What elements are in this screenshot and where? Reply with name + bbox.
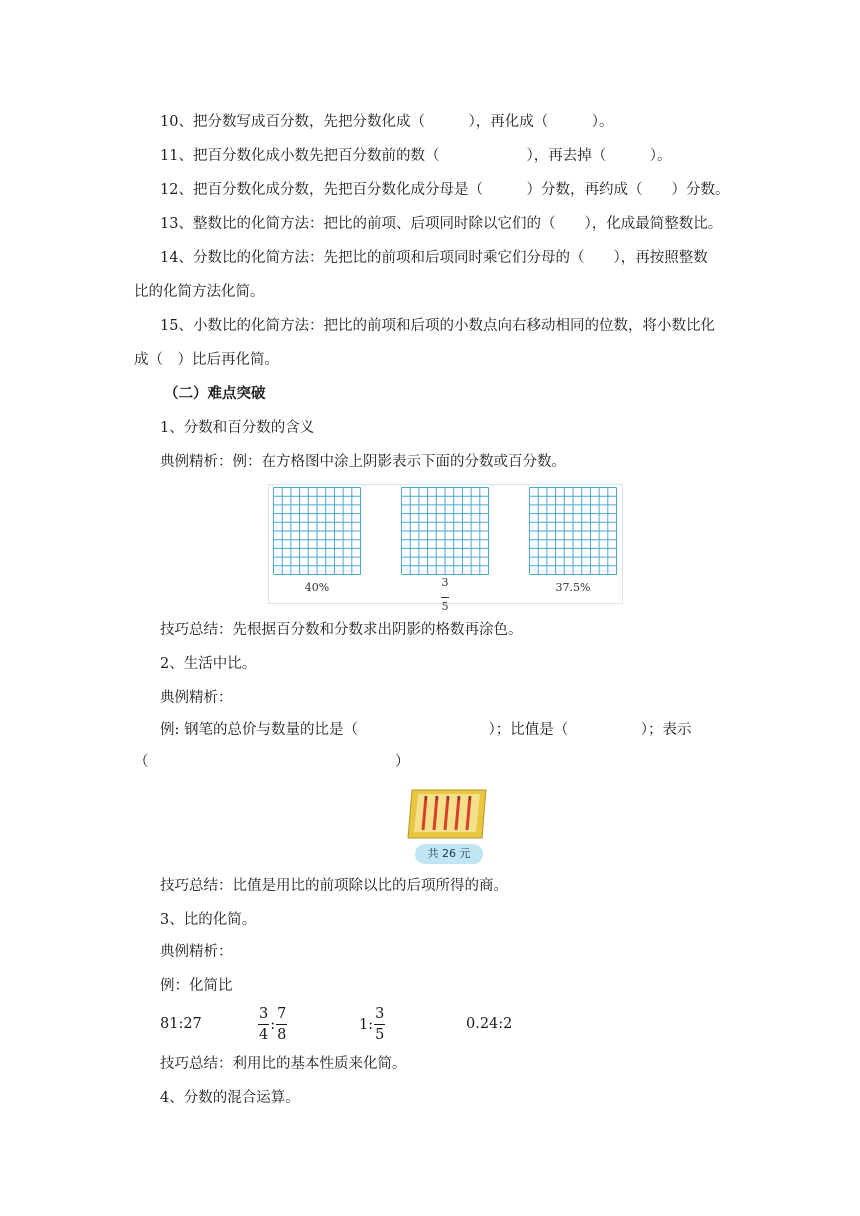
topic-4-title: 4、分数的混合运算。: [160, 1090, 300, 1106]
topic-3-title: 3、比的化简。: [160, 912, 257, 928]
fraction-numerator: 3: [441, 576, 449, 589]
grid-label-37-5: 37.5%: [555, 581, 591, 594]
topic-2-tip: 技巧总结：比值是用比的前项除以比的后项所得的商。: [160, 878, 508, 894]
grid-37-5-percent[interactable]: [529, 487, 617, 575]
item-14-line1: 14、分数比的化简方法：先把比的前项和后项同时乘它们分母的（ ），再按照整数: [160, 250, 708, 266]
section-heading: （二）难点突破: [164, 386, 266, 402]
fraction-denominator: 5: [441, 600, 449, 613]
item-14-line2: 比的化简方法化简。: [134, 284, 265, 300]
topic-2-title: 2、生活中比。: [160, 656, 257, 672]
fraction-three-fifths: $\frac{3}{5}$: [375, 1006, 385, 1043]
grid-label-40: 40%: [304, 581, 330, 594]
grid-label-three-fifths: [401, 577, 489, 613]
topic-1-example: 典例精析：例：在方格图中涂上阴影表示下面的分数或百分数。: [160, 454, 566, 470]
topic-2-question-line1: 例: 钢笔的总价与数量的比是（ ）；比值是（ ）；表示: [160, 722, 692, 738]
grid-figure: [268, 484, 623, 613]
topic-1-title: 1、分数和百分数的含义: [160, 420, 315, 436]
topic-3-tip: 技巧总结：利用比的基本性质来化简。: [160, 1056, 407, 1072]
topic-3-example: 典例精析：: [160, 944, 233, 960]
fraction-three-quarters: $\frac{3}{4}$: [259, 1006, 269, 1043]
item-12: 12、把百分数化成分数，先把百分数化成分母是（ ）分数，再约成（ ）分数。: [160, 182, 730, 198]
topic-2-example: 典例精析：: [160, 690, 233, 706]
topic-1-tip: 技巧总结：先根据百分数和分数求出阴影的格数再涂色。: [160, 622, 523, 638]
item-15-line1: 15、小数比的化简方法：把比的前项和后项的小数点向右移动相同的位数，将小数比化: [160, 318, 715, 334]
fraction-seven-eighths: $\frac{7}{8}$: [277, 1006, 287, 1043]
ratio-one-to-three-fifths: 1: $\frac{3}{5}$: [359, 1006, 385, 1043]
item-13: 13、整数比的化简方法：把比的前项、后项同时除以它们的（ ），化成最简整数比。: [160, 216, 723, 232]
grid-40-percent[interactable]: [273, 487, 361, 575]
price-tag: 共 26 元: [415, 844, 483, 864]
ratio-fractions: $\frac{3}{4}$ : $\frac{7}{8}$: [259, 1006, 287, 1043]
item-10: 10、把分数写成百分数，先把分数化成（ ），再化成（ ）。: [160, 114, 614, 130]
topic-3-ask: 例：化简比: [160, 978, 233, 994]
ratio-decimal: 0.24:2: [466, 1016, 513, 1032]
fraction-bar: [441, 597, 449, 598]
topic-2-question-line2: （ ）: [134, 754, 410, 770]
ratio-81-27: 81:27: [160, 1016, 202, 1032]
grid-three-fifths[interactable]: [401, 487, 489, 575]
item-11: 11、把百分数化成小数先把百分数前的数（ ），再去掉（ ）。: [160, 148, 672, 164]
item-15-line2: 成（ ）比后再化简。: [134, 352, 279, 368]
